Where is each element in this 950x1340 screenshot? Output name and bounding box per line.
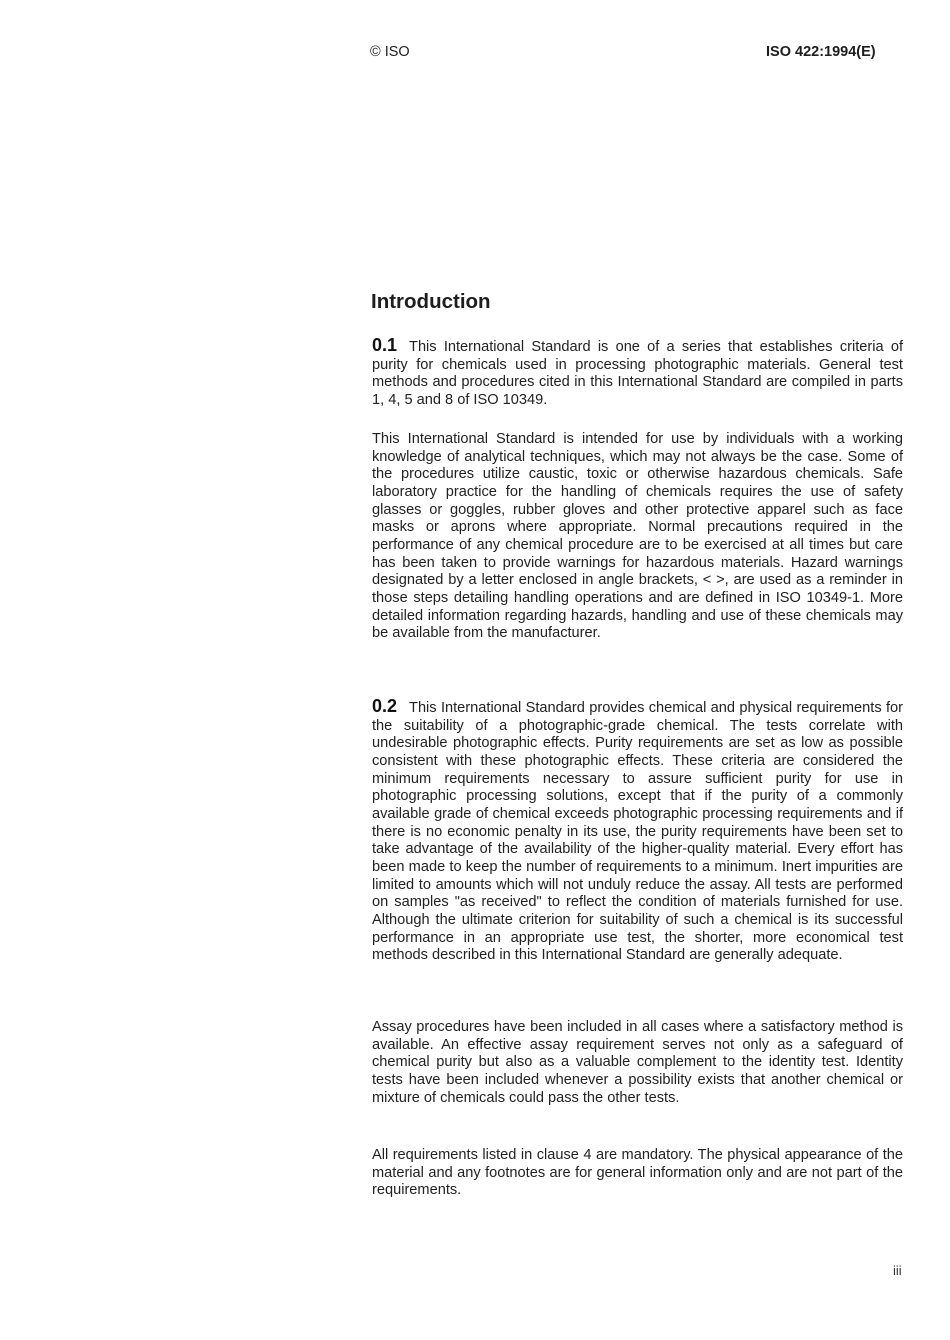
paragraph-text: This International Standard is one of a series that establishes criteria of purity for chemicals used in processing photographic materials. General test methods and procedures cited in this International Standard are compiled in parts 1, 4, 5 and 8 of ISO 10349. bbox=[372, 339, 903, 408]
page-number: iii bbox=[893, 1263, 902, 1278]
safety-paragraph bbox=[372, 431, 903, 643]
standard-designation: ISO 422:1994(E) bbox=[766, 44, 876, 60]
paragraph-text: All requirements listed in clause 4 are mandatory. The physical appearance of the material and any footnotes are for general information only and are not part of the requirements. bbox=[372, 1147, 903, 1199]
section-title: Introduction bbox=[371, 290, 491, 313]
requirements-paragraph bbox=[372, 1147, 903, 1200]
assay-paragraph bbox=[372, 1019, 903, 1107]
clause-number: 0.1 bbox=[372, 335, 398, 355]
paragraph-text: This International Standard provides chemical and physical requirements for the suitability of a photographic-grade chemical. The tests correlate with undesirable photographic effects. Purity requirements are set as low as possible consistent with these photographic effects. These criteria are considered the minimum requirements necessary to assure sufficient purity for use in photographic processing solutions, except that if the purity of a commonly available grade of chemical exceeds photographic processing requirements and if there is no economic penalty in its use, the purity requirements have been set to take advantage of the availability of the higher-quality material. Every effort has been made to keep the number of requirements to a minimum. Inert impurities are limited to amounts which will not unduly reduce the assay. All tests are performed on samples "as received" to reflect the condition of materials furnished for use. Although the ultimate criterion for suitability of such a chemical is its successful performance in an appropriate use test, the shorter, more economical test methods described in this International Standard are generally adequate. bbox=[372, 700, 903, 964]
paragraph-text: Assay procedures have been included in all cases where a satisfactory method is available. An effective assay requirement serves not only as a safeguard of chemical purity but also as a valuable complement to the identity test. Identity tests have been included whenever a possibility exists that another chemical or mixture of chemicals could pass the other tests. bbox=[372, 1019, 903, 1106]
paragraph-text: This International Standard is intended for use by individuals with a working knowledge of analytical techniques, which may not always be the case. Some of the procedures utilize caustic, toxic or otherwise hazardous chemicals. Safe laboratory practice for the handling of chemicals requires the use of safety glasses or goggles, rubber gloves and other protective apparel such as face masks or aprons where appropriate. Normal precautions required in the performance of any chemical procedure are to be exercised at all times but care has been taken to provide warnings for hazardous materials. Hazard warnings designated by a letter enclosed in angle brackets, < >, are used as a reminder in those steps detailing handling operations and are defined in ISO 10349-1. More detailed information regarding hazards, handling and use of these chemicals may be available from the manufacturer. bbox=[372, 431, 903, 642]
clause-0-1-paragraph bbox=[372, 337, 903, 410]
copyright-header: © ISO bbox=[370, 44, 410, 60]
clause-number: 0.2 bbox=[372, 696, 398, 716]
clause-0-2-paragraph bbox=[372, 698, 903, 965]
